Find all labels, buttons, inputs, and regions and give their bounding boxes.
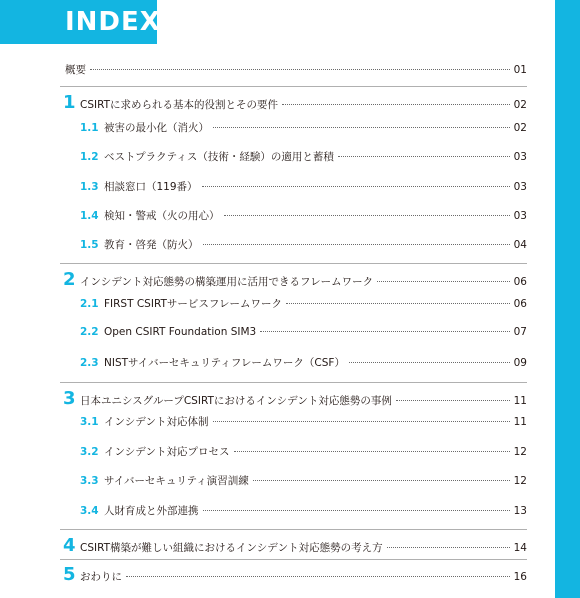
divider: [60, 382, 527, 383]
divider: [60, 529, 527, 530]
toc-page-number: 01: [513, 64, 527, 76]
section-number: 1.4: [80, 210, 99, 222]
toc-section-2-2[interactable]: [80, 326, 527, 346]
toc-chapter-1[interactable]: [63, 93, 527, 113]
toc-section-1-4[interactable]: [80, 208, 527, 228]
toc-label: おわりに: [80, 571, 122, 583]
toc-label: Open CSIRT Foundation SIM3: [104, 326, 257, 338]
section-number: 1.3: [80, 181, 99, 193]
dot-leader: [213, 127, 510, 128]
toc-page-number: 16: [513, 571, 527, 583]
toc-label: ベストプラクティス（技術・経験）の適用と蓄積: [104, 151, 334, 163]
chapter-number: 2: [63, 269, 76, 290]
toc-section-1-5[interactable]: [80, 237, 527, 257]
dot-leader: [396, 400, 510, 401]
section-number: 2.3: [80, 357, 99, 369]
toc-label: サイバーセキュリティ演習訓練: [104, 475, 249, 487]
toc-page-number: 04: [513, 239, 527, 251]
toc-label: 被害の最小化（消火）: [104, 122, 209, 134]
toc-label: インシデント対応体制: [104, 416, 209, 428]
toc-page-number: 11: [513, 395, 527, 407]
toc-section-3-1[interactable]: [80, 414, 527, 434]
toc-label: 日本ユニシスグループCSIRTにおけるインシデント対応態勢の事例: [80, 395, 392, 407]
toc-section-2-1[interactable]: [80, 296, 527, 316]
toc-section-3-3[interactable]: [80, 473, 527, 493]
dot-leader: [90, 69, 510, 70]
chapter-number: 5: [63, 564, 76, 585]
toc-page-number: 11: [513, 416, 527, 428]
dot-leader: [126, 576, 510, 577]
toc-label: 概要: [65, 64, 86, 76]
toc-section-1-1[interactable]: [80, 120, 527, 140]
toc-label: FIRST CSIRTサービスフレームワーク: [104, 298, 282, 310]
toc-section-2-3[interactable]: [80, 355, 527, 375]
dot-leader: [282, 104, 510, 105]
dot-leader: [213, 421, 510, 422]
dot-leader: [202, 186, 510, 187]
toc-section-1-3[interactable]: [80, 179, 527, 199]
divider: [60, 559, 527, 560]
toc-section-1-2[interactable]: [80, 149, 527, 169]
dot-leader: [203, 244, 510, 245]
toc-section-3-2[interactable]: [80, 444, 527, 464]
section-number: 3.1: [80, 416, 99, 428]
dot-leader: [387, 547, 510, 548]
toc-label: 人財育成と外部連携: [104, 505, 199, 517]
toc-chapter-5[interactable]: [63, 565, 527, 585]
toc-chapter-4[interactable]: [63, 536, 527, 556]
section-number: 1.2: [80, 151, 99, 163]
section-number: 3.3: [80, 475, 99, 487]
divider: [60, 263, 527, 264]
toc-section-3-4[interactable]: [80, 503, 527, 523]
toc-page-number: 02: [513, 99, 527, 111]
toc-page-number: 09: [513, 357, 527, 369]
section-number: 3.2: [80, 446, 99, 458]
page-title: INDEX: [65, 7, 161, 37]
toc-page-number: 13: [513, 505, 527, 517]
dot-leader: [234, 451, 510, 452]
section-number: 2.2: [80, 326, 99, 338]
dot-leader: [253, 480, 510, 481]
toc-page-number: 02: [513, 122, 527, 134]
toc-chapter-2[interactable]: [63, 270, 527, 290]
toc-label: CSIRTに求められる基本的役割とその要件: [80, 99, 279, 111]
toc-label: CSIRT構築が難しい組織におけるインシデント対応態勢の考え方: [80, 542, 383, 554]
dot-leader: [224, 215, 510, 216]
dot-leader: [338, 156, 510, 157]
toc-chapter-3[interactable]: [63, 389, 527, 409]
toc-page-number: 06: [513, 298, 527, 310]
chapter-number: 3: [63, 388, 76, 409]
toc-page-number: 03: [513, 181, 527, 193]
dot-leader: [260, 331, 509, 332]
toc-page-number: 14: [513, 542, 527, 554]
chapter-number: 4: [63, 535, 76, 556]
toc-label: 相談窓口（119番）: [104, 181, 198, 193]
chapter-number: 1: [63, 92, 76, 113]
toc-label: 検知・警戒（火の用心）: [104, 210, 220, 222]
section-number: 2.1: [80, 298, 99, 310]
dot-leader: [286, 303, 510, 304]
toc-page-number: 12: [513, 446, 527, 458]
toc-page-number: 07: [513, 326, 527, 338]
section-number: 1.1: [80, 122, 99, 134]
section-number: 1.5: [80, 239, 99, 251]
dot-leader: [203, 510, 510, 511]
toc-label: NISTサイバーセキュリティフレームワーク（CSF）: [104, 357, 345, 369]
toc-page-number: 12: [513, 475, 527, 487]
toc-label: インシデント対応プロセス: [104, 446, 230, 458]
dot-leader: [349, 362, 510, 363]
toc-page-number: 06: [513, 276, 527, 288]
toc-entry-overview[interactable]: [65, 62, 527, 82]
toc-label: 教育・啓発（防火）: [104, 239, 199, 251]
toc-page-number: 03: [513, 151, 527, 163]
right-accent-bar: [555, 0, 580, 598]
toc-page-number: 03: [513, 210, 527, 222]
toc-label: インシデント対応態勢の構築運用に活用できるフレームワーク: [80, 276, 374, 288]
dot-leader: [377, 281, 510, 282]
section-number: 3.4: [80, 505, 99, 517]
divider: [60, 86, 527, 87]
